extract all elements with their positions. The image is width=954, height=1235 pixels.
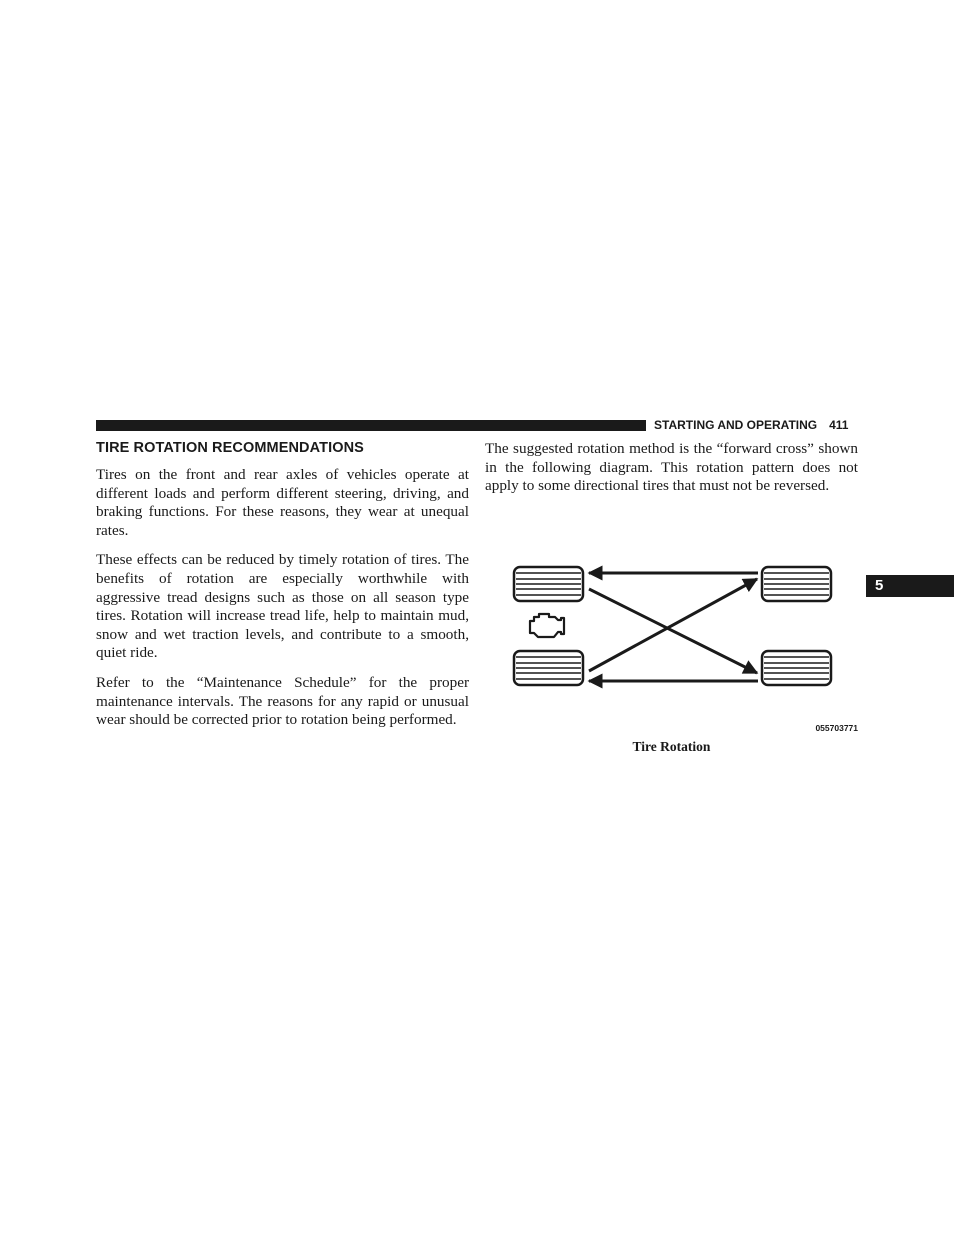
running-header <box>654 417 858 433</box>
paragraph: These effects can be reduced by timely rotation of tires. The benefits of rotation are especially worthwhile with aggressive tread designs such as those on all season type tires. Rotation will increase tread life, help to maintain mud, snow and wet traction levels, and contribute to a smooth, quiet ride. <box>96 551 469 662</box>
left-column <box>96 440 469 741</box>
paragraph: Refer to the “Maintenance Schedule” for the proper maintenance intervals. The reasons for any rapid or unusual wear should be corrected prior to rotation being performed. <box>96 673 469 729</box>
header-bar <box>96 420 646 431</box>
right-column <box>485 440 858 507</box>
tire-icon <box>762 651 831 685</box>
diagram-svg <box>505 540 860 735</box>
image-code: 055703771 <box>815 723 858 733</box>
tire-icon <box>514 651 583 685</box>
chapter-number: 5 <box>875 577 884 594</box>
paragraph: The suggested rotation method is the “forward cross” shown in the following diagram. This rotation pattern does not apply to some directional tires that must not be reversed. <box>485 440 858 495</box>
paragraph: Tires on the front and rear axles of vehicles operate at different loads and perform different steering, driving, and braking functions. For these reasons, they wear at unequal rates. <box>96 466 469 539</box>
arrow-icon <box>589 573 758 681</box>
tire-icon <box>762 567 831 601</box>
section-heading: TIRE ROTATION RECOMMENDATIONS <box>96 440 364 456</box>
engine-icon <box>530 614 564 637</box>
tire-icon <box>514 567 583 601</box>
section-title: STARTING AND OPERATING <box>654 418 818 432</box>
tire-rotation-diagram <box>505 540 860 735</box>
figure-caption: Tire Rotation <box>632 739 711 754</box>
page-number: 411 <box>829 418 849 432</box>
chapter-tab <box>866 575 954 597</box>
